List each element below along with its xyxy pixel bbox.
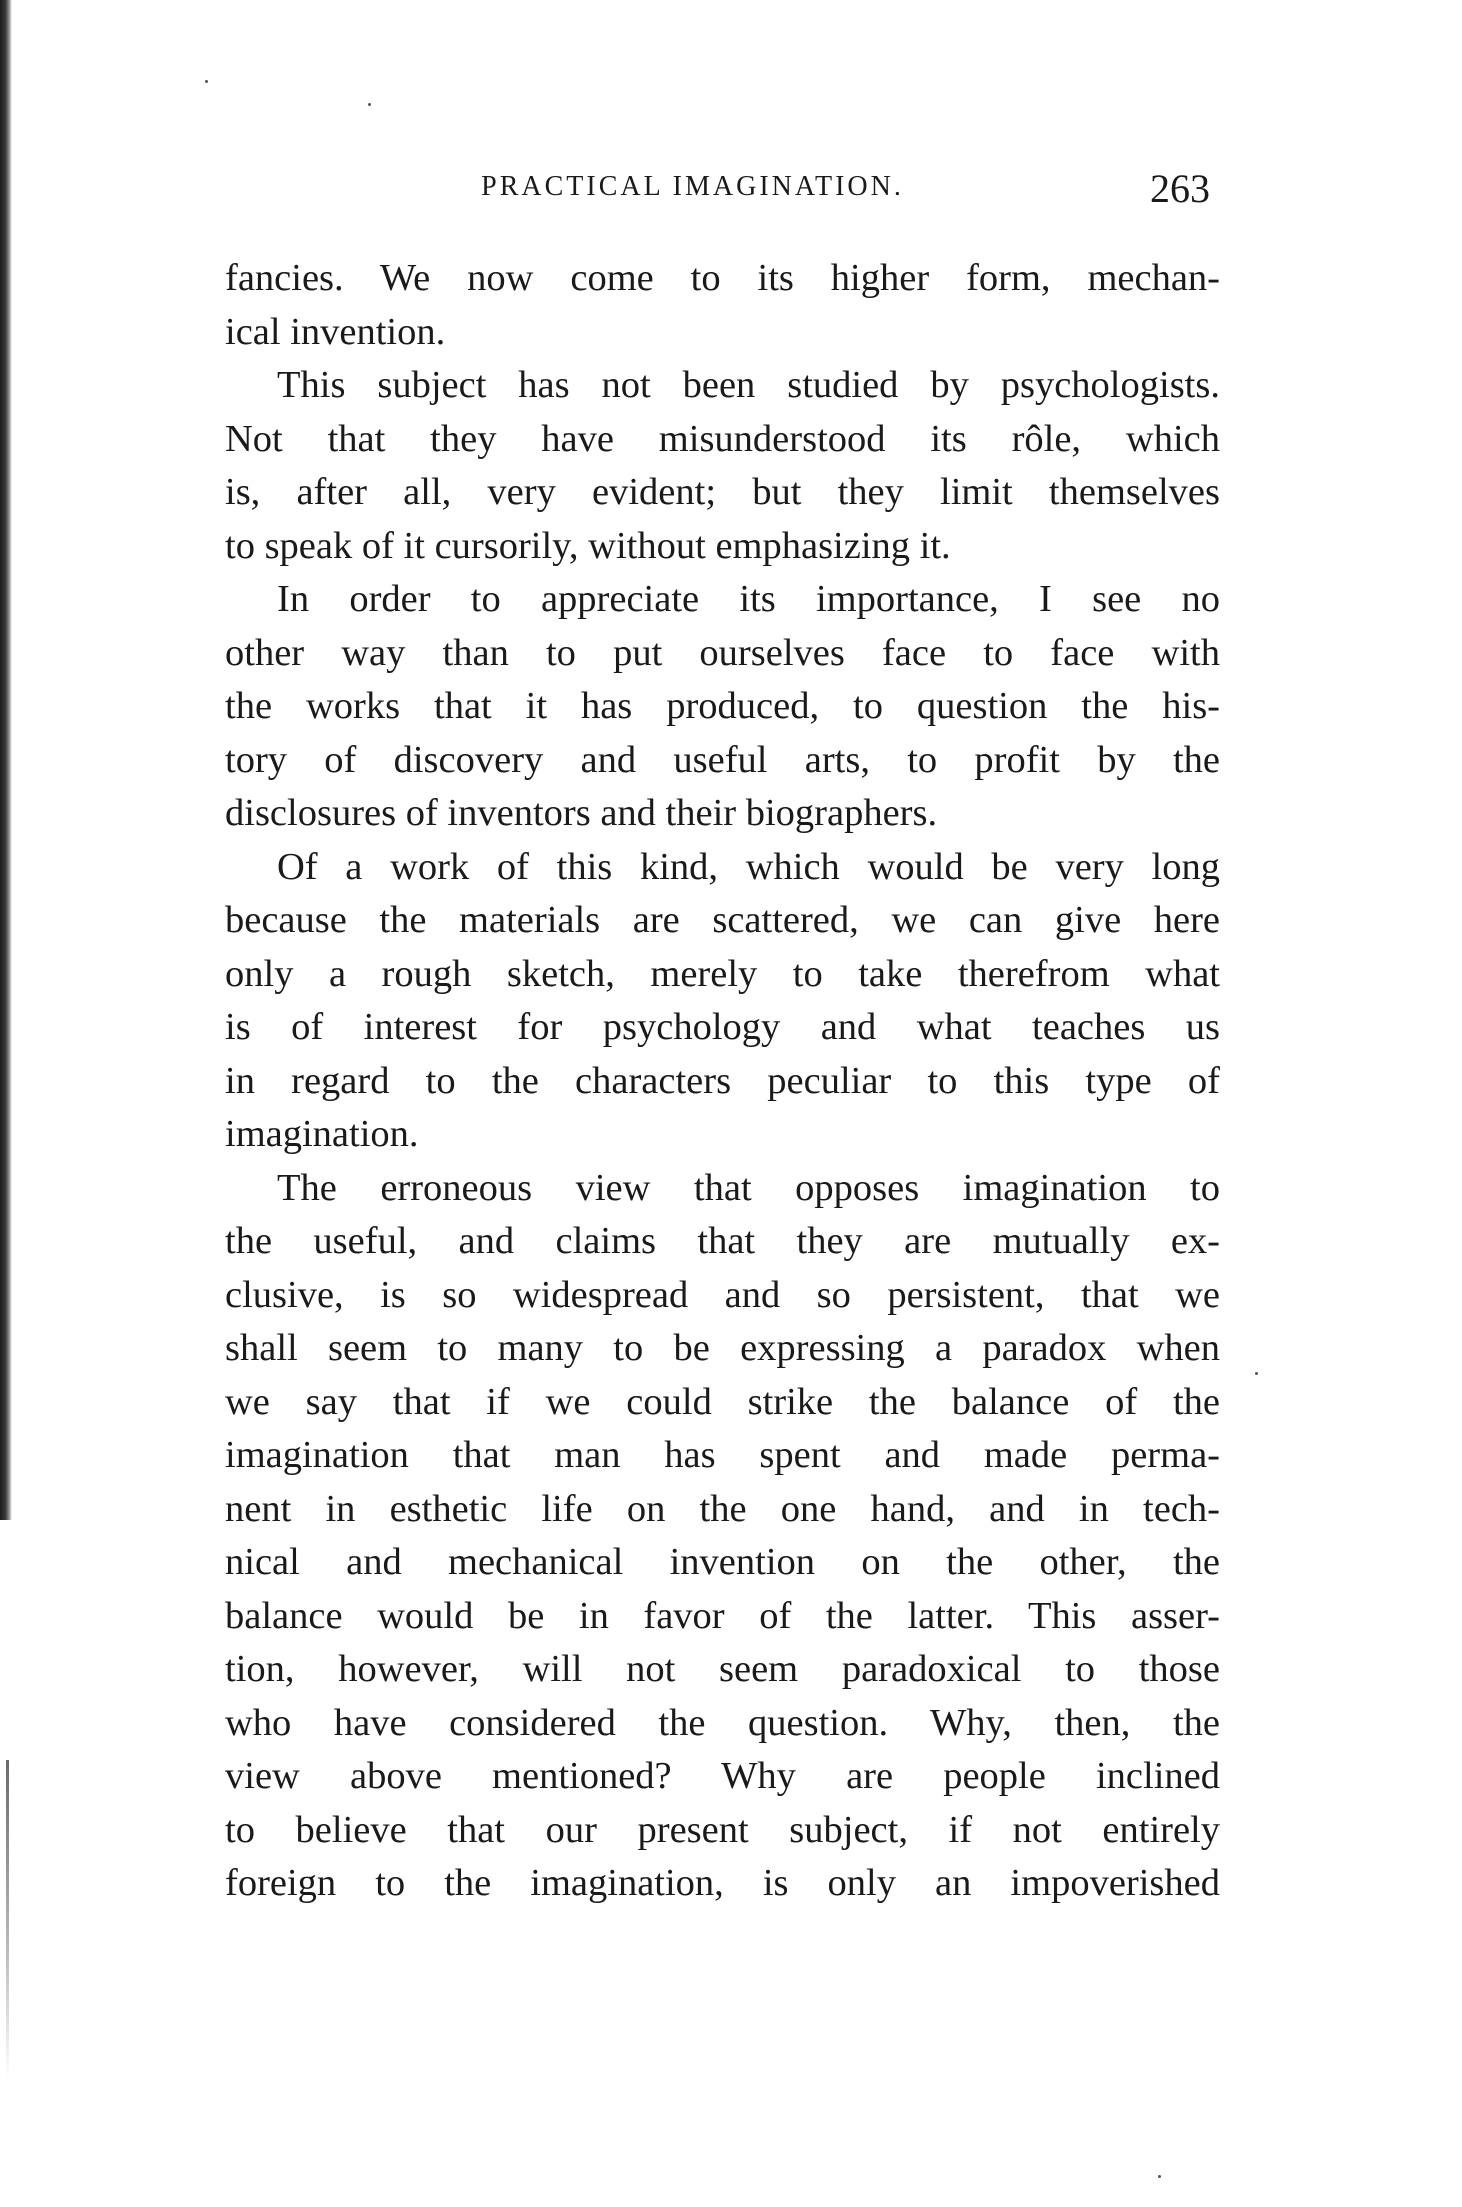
running-head: PRACTICAL IMAGINATION. <box>481 171 904 202</box>
text-line: tion, however, will not seem paradoxical to those <box>225 1648 1220 1690</box>
text-line: who have considered the question. Why, then, the <box>225 1701 1220 1744</box>
scan-speck <box>1255 1372 1258 1375</box>
text-line: to speak of it cursorily, without emphasizing it. <box>225 524 951 567</box>
scan-binding-edge <box>0 0 12 1520</box>
text-line: nical and mechanical invention on the other, the <box>225 1541 1220 1583</box>
text-line: in regard to the characters peculiar to this type of <box>225 1059 1220 1102</box>
text-line: clusive, is so widespread and so persistent, that we <box>225 1273 1220 1316</box>
text-line: only a rough sketch, merely to take therefrom what <box>225 952 1220 995</box>
text-line: we say that if we could strike the balance of the <box>225 1380 1220 1423</box>
page-number: 263 <box>1150 166 1210 211</box>
text-line: imagination that man has spent and made perma- <box>225 1434 1220 1476</box>
text-line: balance would be in favor of the latter. This asser- <box>225 1594 1220 1637</box>
text-line: Of a work of this kind, which would be very long <box>277 845 1220 888</box>
text-line: tory of discovery and useful arts, to profit by the <box>225 738 1220 781</box>
scan-speck <box>368 103 371 106</box>
scan-speck <box>1158 2175 1161 2178</box>
text-line: nent in esthetic life on the one hand, and in tech- <box>225 1487 1220 1530</box>
text-line: the works that it has produced, to question the his- <box>225 685 1220 727</box>
text-line: The erroneous view that opposes imagination to <box>277 1166 1220 1209</box>
text-line: disclosures of inventors and their biographers. <box>225 792 938 834</box>
text-line: is, after all, very evident; but they limit themselves <box>225 471 1220 513</box>
text-line: Not that they have misunderstood its rôle, which <box>225 417 1220 460</box>
text-line: other way than to put ourselves face to face with <box>225 631 1220 674</box>
body-text <box>225 252 1220 1911</box>
text-line: ical invention. <box>225 310 446 353</box>
text-line: is of interest for psychology and what teaches us <box>225 1006 1220 1048</box>
text-line: foreign to the imagination, is only an impoverished <box>225 1862 1220 1904</box>
text-line: This subject has not been studied by psychologists. <box>277 364 1220 406</box>
scan-binding-edge-lower <box>6 1760 9 2080</box>
page-header <box>225 165 1220 215</box>
text-line: view above mentioned? Why are people inclined <box>225 1755 1220 1797</box>
text-line: to believe that our present subject, if not entirely <box>225 1808 1220 1851</box>
text-line: shall seem to many to be expressing a paradox when <box>225 1327 1220 1369</box>
text-line: imagination. <box>225 1113 419 1155</box>
text-line: because the materials are scattered, we can give here <box>225 899 1220 941</box>
text-line: fancies. We now come to its higher form, mechan- <box>225 257 1220 299</box>
scan-speck <box>205 80 208 83</box>
text-line: In order to appreciate its importance, I see no <box>277 578 1220 620</box>
text-line: the useful, and claims that they are mutually ex- <box>225 1220 1220 1262</box>
